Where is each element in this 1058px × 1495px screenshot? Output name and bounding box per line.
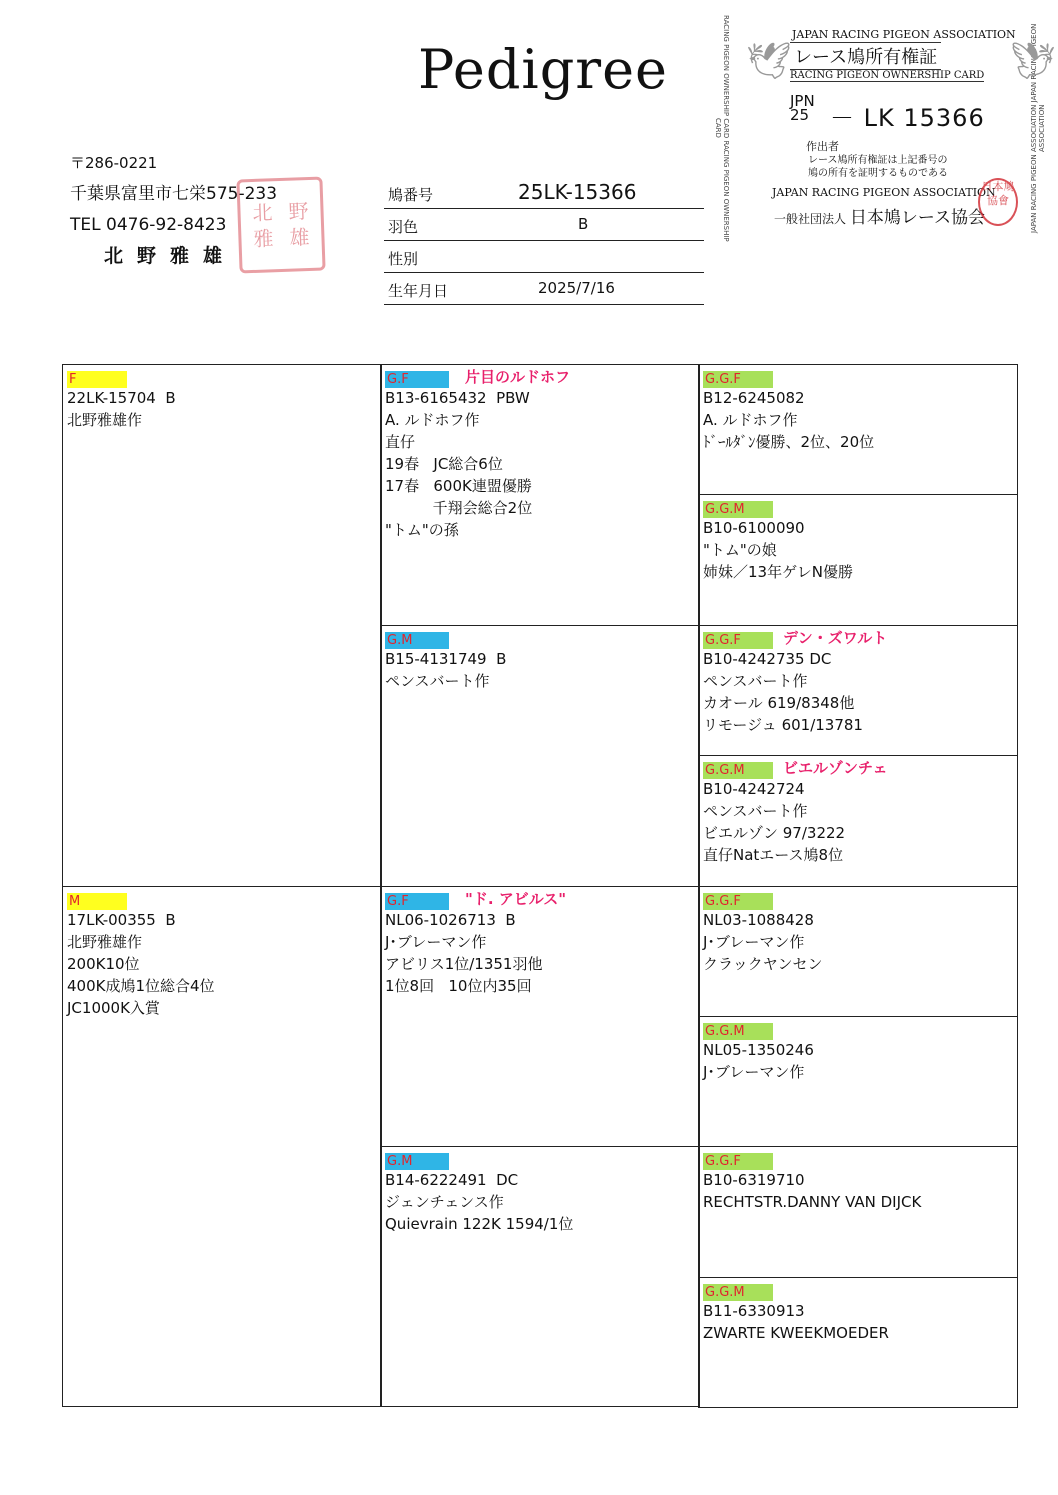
card-note: レース鳩所有権証は上記番号の 鳩の所有を証明するものである: [808, 155, 948, 179]
generation-tag: G.F: [385, 893, 449, 910]
pedigree-line: NL03-1088428: [703, 910, 814, 929]
card-year: 25: [790, 106, 810, 124]
pedigree-line: 19春 JC総合6位: [385, 455, 503, 473]
pedigree-cell: [698, 1146, 1018, 1277]
pedigree-line: NL06-1026713 B: [385, 910, 516, 929]
pigeon-nickname: 片目のルドホフ: [465, 368, 571, 386]
pedigree-line: ペンスバート作: [703, 671, 808, 690]
pedigree-line: Quievrain 122K 1594/1位: [385, 1215, 574, 1234]
card-assoc-en2: JAPAN RACING PIGEON ASSOCIATION: [772, 186, 996, 199]
generation-tag: M: [67, 893, 127, 910]
card-assoc-en: JAPAN RACING PIGEON ASSOCIATION: [792, 28, 1016, 41]
pedigree-line: A. ルドホフ作: [703, 411, 798, 429]
pedigree-line: B10-6319710: [703, 1171, 805, 1190]
pedigree-line: リモージュ 601/13781: [703, 715, 863, 734]
pedigree-line: J･ブレーマン作: [385, 932, 487, 951]
generation-tag: G.M: [385, 1153, 449, 1170]
card-title-en: RACING PIGEON OWNERSHIP CARD: [790, 70, 985, 81]
page-title: Pedigree: [418, 38, 668, 101]
card-assoc-name: 日本鳩レース協会: [849, 208, 985, 228]
pedigree-cell: [698, 755, 1018, 886]
pigeon-nickname: デン・ズワルト: [783, 628, 888, 647]
generation-tag: G.F: [385, 371, 449, 388]
card-title-jp: レース鳩所有権証: [790, 42, 941, 70]
generation-tag: G.M: [385, 632, 449, 649]
cell-header: [703, 367, 1013, 387]
pedigree-line: B10-4242724: [703, 780, 805, 799]
pedigree-cell: [698, 625, 1018, 756]
card-seal: 日本鳩協會: [978, 178, 1018, 226]
pedigree-line: J･ブレーマン作: [703, 932, 805, 951]
seal-char: 野: [288, 199, 309, 224]
pedigree-line: B15-4131749 B: [385, 649, 507, 668]
pedigree-chart: [62, 364, 1022, 1407]
ring-label: 鳩番号: [388, 186, 434, 204]
card-jpn-label: JPN: [790, 92, 815, 110]
pedigree-line: B14-6222491 DC: [385, 1171, 519, 1190]
generation-tag: G.G.M: [703, 762, 773, 779]
bird-info-table: [384, 177, 704, 305]
pedigree-line: 400K成鳩1位総合4位: [67, 976, 215, 995]
generation-tag: G.G.M: [703, 501, 773, 518]
pedigree-line: アビリス1位/1351羽他: [385, 954, 543, 973]
card-side-text: RACING PIGEON OWNERSHIP CARD RACING PIGEON OWNERSHIP CARD: [714, 14, 730, 242]
pigeon-nickname: "ド. アビルス": [465, 889, 567, 908]
cell-header: [385, 889, 695, 909]
pedigree-cell: [62, 886, 382, 1408]
color-value: B: [578, 215, 589, 233]
pigeon-emblem-icon: 🕊: [746, 41, 792, 82]
pedigree-line: ビエルゾン 97/3222: [703, 824, 846, 843]
owner-name: 北野雅雄: [104, 245, 237, 267]
cell-header: [703, 497, 1013, 517]
ring-value: 25LK-15366: [518, 180, 637, 204]
cell-header: [703, 628, 1013, 648]
pedigree-line: B11-6330913: [703, 1301, 805, 1320]
pedigree-line: ペンスバート作: [385, 671, 490, 690]
pedigree-line: ﾄﾞｰﾙﾀﾞﾝ優勝、2位、20位: [703, 433, 875, 451]
pedigree-cell: [380, 1146, 700, 1407]
pedigree-cell: [62, 364, 382, 887]
pedigree-line: 直仔: [385, 433, 416, 451]
color-label: 羽色: [388, 218, 419, 236]
pedigree-cell: [698, 886, 1018, 1017]
birth-value: 2025/7/16: [538, 279, 615, 297]
pigeon-nickname: ビエルゾンチェ: [783, 759, 888, 778]
pedigree-line: RECHTSTR.DANNY VAN DIJCK: [703, 1193, 922, 1212]
card-assoc-jp: [774, 203, 985, 228]
pedigree-cell: [698, 364, 1018, 495]
cell-header: [67, 367, 377, 387]
pedigree-line: ペンスバート作: [703, 802, 808, 821]
cell-header: [703, 1149, 1013, 1169]
pedigree-line: 北野雅雄作: [67, 411, 143, 429]
sex-row: [384, 241, 704, 273]
pedigree-line: A. ルドホフ作: [385, 411, 480, 429]
cell-header: [385, 628, 695, 648]
generation-tag: G.G.F: [703, 1153, 773, 1170]
owner-zip: 〒286-0221: [70, 154, 158, 172]
card-assoc-prefix: 一般社団法人: [774, 212, 847, 226]
pedigree-line: 200K10位: [67, 954, 140, 973]
pedigree-line: B10-6100090: [703, 519, 805, 538]
card-side-text: JAPAN RACING PIGEON ASSOCIATION JAPAN RACING PIGEON ASSOCIATION: [1030, 23, 1046, 233]
pedigree-line: 17春 600K連盟優勝: [385, 477, 532, 495]
owner-tel: TEL 0476-92-8423: [70, 215, 227, 235]
owner-address: 千葉県富里市七栄575-233: [70, 184, 278, 204]
pedigree-line: "トム"の娘: [703, 541, 777, 560]
card-number: － LK 15366: [830, 104, 985, 132]
pedigree-line: B12-6245082: [703, 389, 805, 407]
pedigree-line: B13-6165432 PBW: [385, 389, 530, 407]
birth-row: [384, 273, 704, 305]
birth-label: 生年月日: [388, 282, 449, 300]
cell-header: [703, 758, 1013, 778]
generation-tag: G.G.M: [703, 1023, 773, 1040]
pedigree-line: 北野雅雄作: [67, 932, 143, 951]
pigeon-emblem-icon: 🕊: [1010, 41, 1056, 82]
pedigree-cell: [380, 625, 700, 887]
cell-header: [703, 1019, 1013, 1039]
pedigree-cell: [698, 1277, 1018, 1408]
pedigree-line: 22LK-15704 B: [67, 389, 176, 407]
pedigree-line: J･ブレーマン作: [703, 1062, 805, 1081]
cell-header: [703, 1280, 1013, 1300]
ring-row: [384, 177, 704, 209]
cell-header: [385, 367, 695, 387]
generation-tag: G.G.F: [703, 371, 773, 388]
pedigree-line: クラックヤンセン: [703, 954, 823, 973]
color-row: [384, 209, 704, 241]
generation-tag: G.G.F: [703, 893, 773, 910]
generation-tag: G.G.F: [703, 632, 773, 649]
card-issuer-label: 作出者: [806, 140, 839, 153]
cell-header: [703, 889, 1013, 909]
pedigree-line: "トム"の孫: [385, 521, 459, 539]
cell-header: [67, 889, 377, 909]
pedigree-line: 姉妹／13年ゲレN優勝: [703, 563, 854, 582]
pedigree-cell: [380, 886, 700, 1148]
pedigree-line: JC1000K入賞: [67, 998, 160, 1017]
sex-label: 性別: [388, 250, 419, 268]
pedigree-line: 直仔Natエース鳩8位: [703, 846, 844, 865]
ownership-card: [712, 12, 1056, 244]
pedigree-line: カオール 619/8348他: [703, 693, 855, 712]
cell-header: [385, 1149, 695, 1169]
pedigree-cell: [698, 494, 1018, 625]
pedigree-line: 千翔会総合2位: [385, 499, 533, 517]
generation-tag: F: [67, 371, 127, 388]
seal-char: 北: [252, 200, 273, 225]
pedigree-line: ZWARTE KWEEKMOEDER: [703, 1323, 889, 1342]
pedigree-line: ジェンチェンス作: [385, 1193, 504, 1212]
seal-char: 雄: [289, 225, 310, 250]
card-jpn: [790, 94, 815, 122]
generation-tag: G.G.M: [703, 1284, 773, 1301]
pedigree-cell: [698, 1016, 1018, 1147]
seal-char: 雅: [253, 226, 274, 251]
pedigree-line: NL05-1350246: [703, 1040, 814, 1059]
pedigree-line: 1位8回 10位内35回: [385, 976, 532, 995]
pedigree-line: B10-4242735 DC: [703, 649, 832, 668]
pedigree-cell: [380, 364, 700, 626]
owner-seal: [236, 177, 325, 274]
pedigree-line: 17LK-00355 B: [67, 910, 176, 929]
